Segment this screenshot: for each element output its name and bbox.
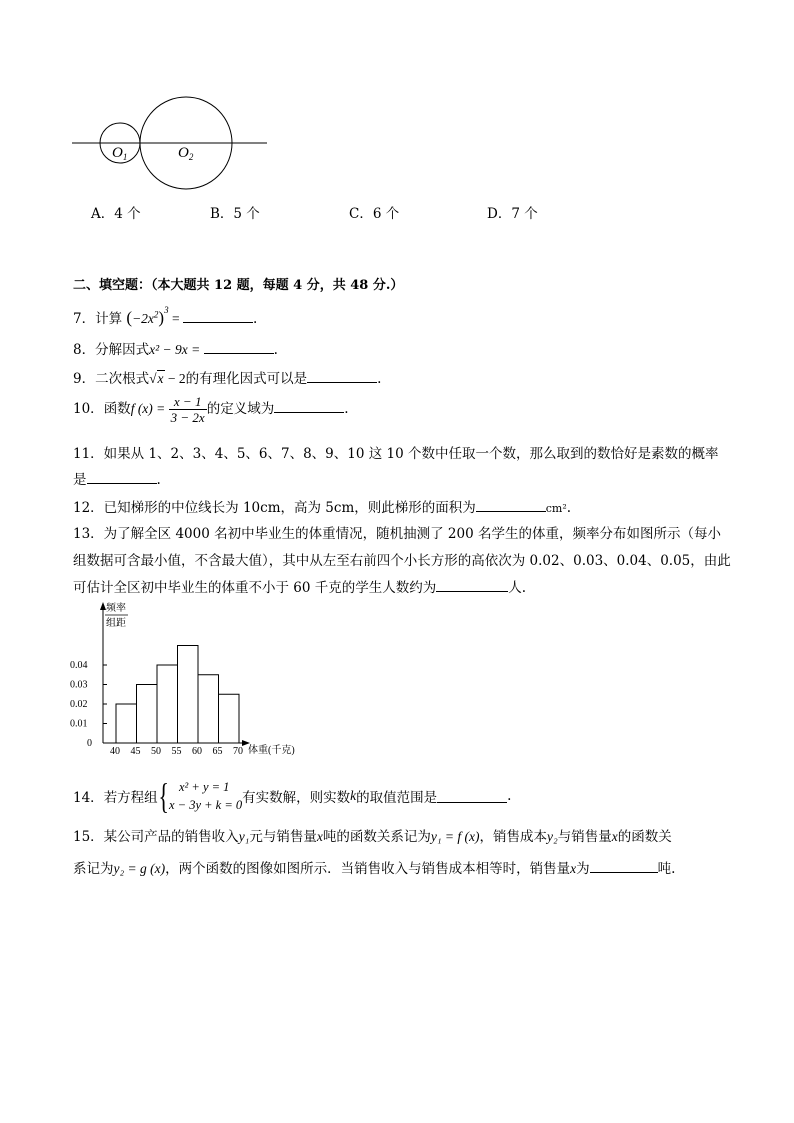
y-tick-label: 0.04: [70, 660, 88, 671]
q10-answer-blank[interactable]: [274, 399, 344, 413]
question-13-line3: 可估计全区初中毕业生的体重不小于 60 千克的学生人数约为 人.: [73, 580, 527, 596]
question-12: 12．已知梯形的中位线长为 10cm，高为 5cm，则此梯形的面积为 cm².: [73, 500, 572, 516]
q7-answer-blank[interactable]: [183, 309, 253, 323]
x-tick-label: 60: [192, 746, 202, 757]
x-tick-label: 65: [212, 746, 223, 757]
section-title: 二、填空题：（本大题共 12 题，每题 4 分，共 48 分.）: [73, 278, 404, 293]
question-15-line2: 系记为y₂ = g (x)，两个函数的图像如图所示．当销售收入与销售成本相等时，销售量x为 吨.: [73, 861, 676, 877]
question-14: 14．若方程组{ x² + y = 1 x − 3y + k = 0 有实数解，则实数k的取值范围是 .: [73, 776, 512, 816]
q15-answer-blank[interactable]: [590, 859, 658, 873]
y-tick-label: 0.01: [70, 718, 88, 730]
o2-label: $O_2$: [178, 145, 194, 162]
q9-answer-blank[interactable]: [307, 369, 377, 383]
y-tick-label: 0.02: [70, 699, 88, 710]
histogram-bar-40-45: [116, 704, 137, 743]
histogram-bar-45-50: [137, 685, 158, 744]
origin-label: 0: [87, 738, 92, 749]
fraction: $\frac{x - 1}{3 - 2x}$: [170, 394, 205, 425]
histogram-bar-65-70: [219, 694, 240, 743]
question-13-line2: 组数据可含最小值，不含最大值），其中从左至右前四个小长方形的高依次为 0.02、0.03、0.04、0.05，由此: [73, 553, 731, 569]
o1-label: $O_1$: [112, 145, 128, 162]
x-axis-label: 体重(千克): [248, 745, 295, 756]
y-tick-label: 0.03: [70, 679, 88, 691]
sqrt-expression: √x − 2: [149, 371, 186, 386]
circles-figure: [70, 95, 270, 195]
histogram-bar-50-55: [157, 665, 178, 743]
question-15-line1: 15．某公司产品的销售收入y₁元与销售量x吨的函数关系记为y₁ = f (x)，销售成本y₂与销售量x的函数关: [73, 829, 672, 845]
x-tick-label: 45: [130, 746, 141, 757]
option-a[interactable]: A．4 个: [91, 206, 141, 222]
question-7: 7．计算 $(-2x^2)^3$ = .: [73, 305, 258, 327]
x-tick-label: 55: [171, 746, 182, 757]
y-label-top: 频率: [106, 603, 126, 614]
x-tick-label: 70: [233, 746, 243, 757]
option-b[interactable]: B．5 个: [210, 206, 260, 222]
question-10: 10．函数f (x) = $\frac{x - 1}{3 - 2x}$ 的定义域为 .: [73, 394, 349, 425]
y-label-bottom: 组距: [106, 618, 126, 629]
q8-answer-blank[interactable]: [204, 340, 274, 354]
x-tick-label: 50: [151, 746, 161, 757]
option-c[interactable]: C．6 个: [349, 206, 400, 222]
question-11-line2: 是 .: [73, 472, 161, 488]
question-11-line1: 11．如果从 1、2、3、4、5、6、7、8、9、10 这 10 个数中任取一个数，那么取到的数恰好是素数的概率: [73, 446, 719, 462]
q13-answer-blank[interactable]: [436, 578, 508, 592]
q12-answer-blank[interactable]: [476, 498, 546, 512]
question-8: 8．分解因式x² − 9x = .: [73, 342, 278, 358]
histogram-bar-60-65: [198, 675, 219, 743]
equation-system: x² + y = 1 x − 3y + k = 0: [168, 780, 243, 812]
q14-answer-blank[interactable]: [437, 789, 507, 803]
question-13-line1: 13．为了解全区 4000 名初中毕业生的体重情况，随机抽测了 200 名学生的体重，频率分布如图所示（每小: [73, 526, 721, 542]
question-9: 9．二次根式√x − 2的有理化因式可以是 .: [73, 371, 382, 387]
option-d[interactable]: D．7 个: [487, 206, 538, 222]
x-tick-label: 40: [110, 746, 120, 757]
q11-answer-blank[interactable]: [87, 470, 157, 484]
histogram-chart: [68, 598, 318, 760]
histogram-bar-55-60: [178, 646, 199, 744]
